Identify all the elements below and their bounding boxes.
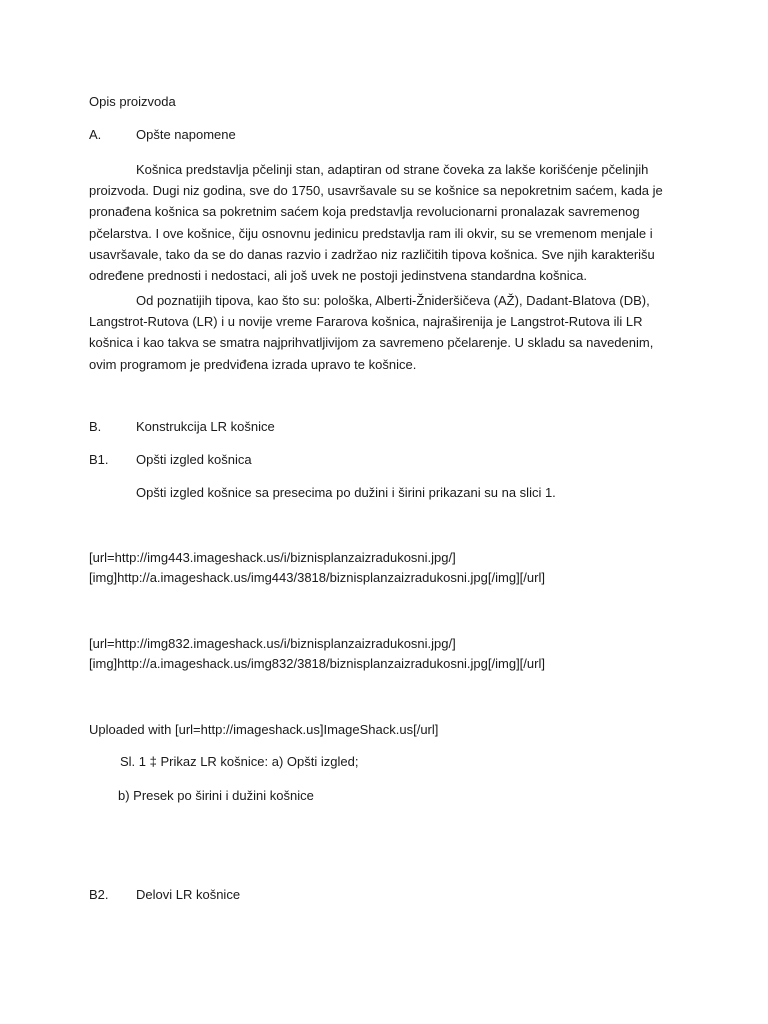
- section-b2-title: Delovi LR košnice: [136, 887, 241, 902]
- section-b-number: B.: [89, 419, 102, 434]
- image-link-1-url: [url=http://img443.imageshack.us/i/biznisplanzaizradukosni.jpg/]: [89, 550, 456, 565]
- paragraph-2: Od poznatijih tipova, kao što su: pološka, Alberti-Žnideršičeva (AŽ), Dadant-Blatova (DB), Langstrot-Rutova (LR) i u novije vreme Fararova košnica, najraširenija je Langstrot-Rutova ili LR košnica i kao takva se smatra najprihvatljivijom za savremeno pčelarenje. U skladu sa navedenim, ovim programom je predviđena izrada upravo te košnice.: [89, 293, 654, 372]
- b1-description: Opšti izgled košnice sa presecima po dužini i širini prikazani su na slici 1.: [136, 485, 556, 500]
- uploaded-with-text: Uploaded with [url=http://imageshack.us]ImageShack.us[/url]: [89, 722, 439, 737]
- section-b2-number: B2.: [89, 887, 109, 902]
- section-b-heading: [89, 417, 275, 437]
- section-a-title: Opšte napomene: [136, 127, 236, 142]
- document-title: Opis proizvoda: [89, 94, 176, 109]
- section-b1-number: B1.: [89, 452, 109, 467]
- image-link-2-url: [url=http://img832.imageshack.us/i/biznisplanzaizradukosni.jpg/]: [89, 636, 456, 651]
- figure-caption-b: b) Presek po širini i dužini košnice: [118, 788, 314, 803]
- image-link-2-img: [img]http://a.imageshack.us/img832/3818/biznisplanzaizradukosni.jpg[/img][/url]: [89, 656, 545, 671]
- section-b1-title: Opšti izgled košnica: [136, 452, 252, 467]
- image-link-1-img: [img]http://a.imageshack.us/img443/3818/biznisplanzaizradukosni.jpg[/img][/url]: [89, 570, 545, 585]
- paragraph-1: Košnica predstavlja pčelinji stan, adaptiran od strane čoveka za lakše korišćenje pčelinjih proizvoda. Dugi niz godina, sve do 1750, usavršavale su se košnice sa nepokretnim saćem, kada je pronađena košnica sa pokretnim saćem koja predstavlja revolucionarni pronalazak savremenog pčelarstva. I ove košnice, čiju osnovnu jedinicu predstavlja ram ili okvir, su se vremenom menjale i usavršavale, tako da se do danas razvio i zadržao niz različitih tipova košnica. Sve njih karakterišu određene prednosti i nedostaci, ali još uvek ne postoji jedinstvena standardna košnica.: [89, 162, 663, 284]
- section-b1-heading: [89, 450, 252, 470]
- section-b2-heading: [89, 885, 240, 905]
- section-b-title: Konstrukcija LR košnice: [136, 419, 275, 434]
- figure-caption-a: Sl. 1 ‡ Prikaz LR košnice: a) Opšti izgled;: [120, 754, 359, 769]
- section-a-number: A.: [89, 127, 102, 142]
- section-a-heading: [89, 125, 236, 145]
